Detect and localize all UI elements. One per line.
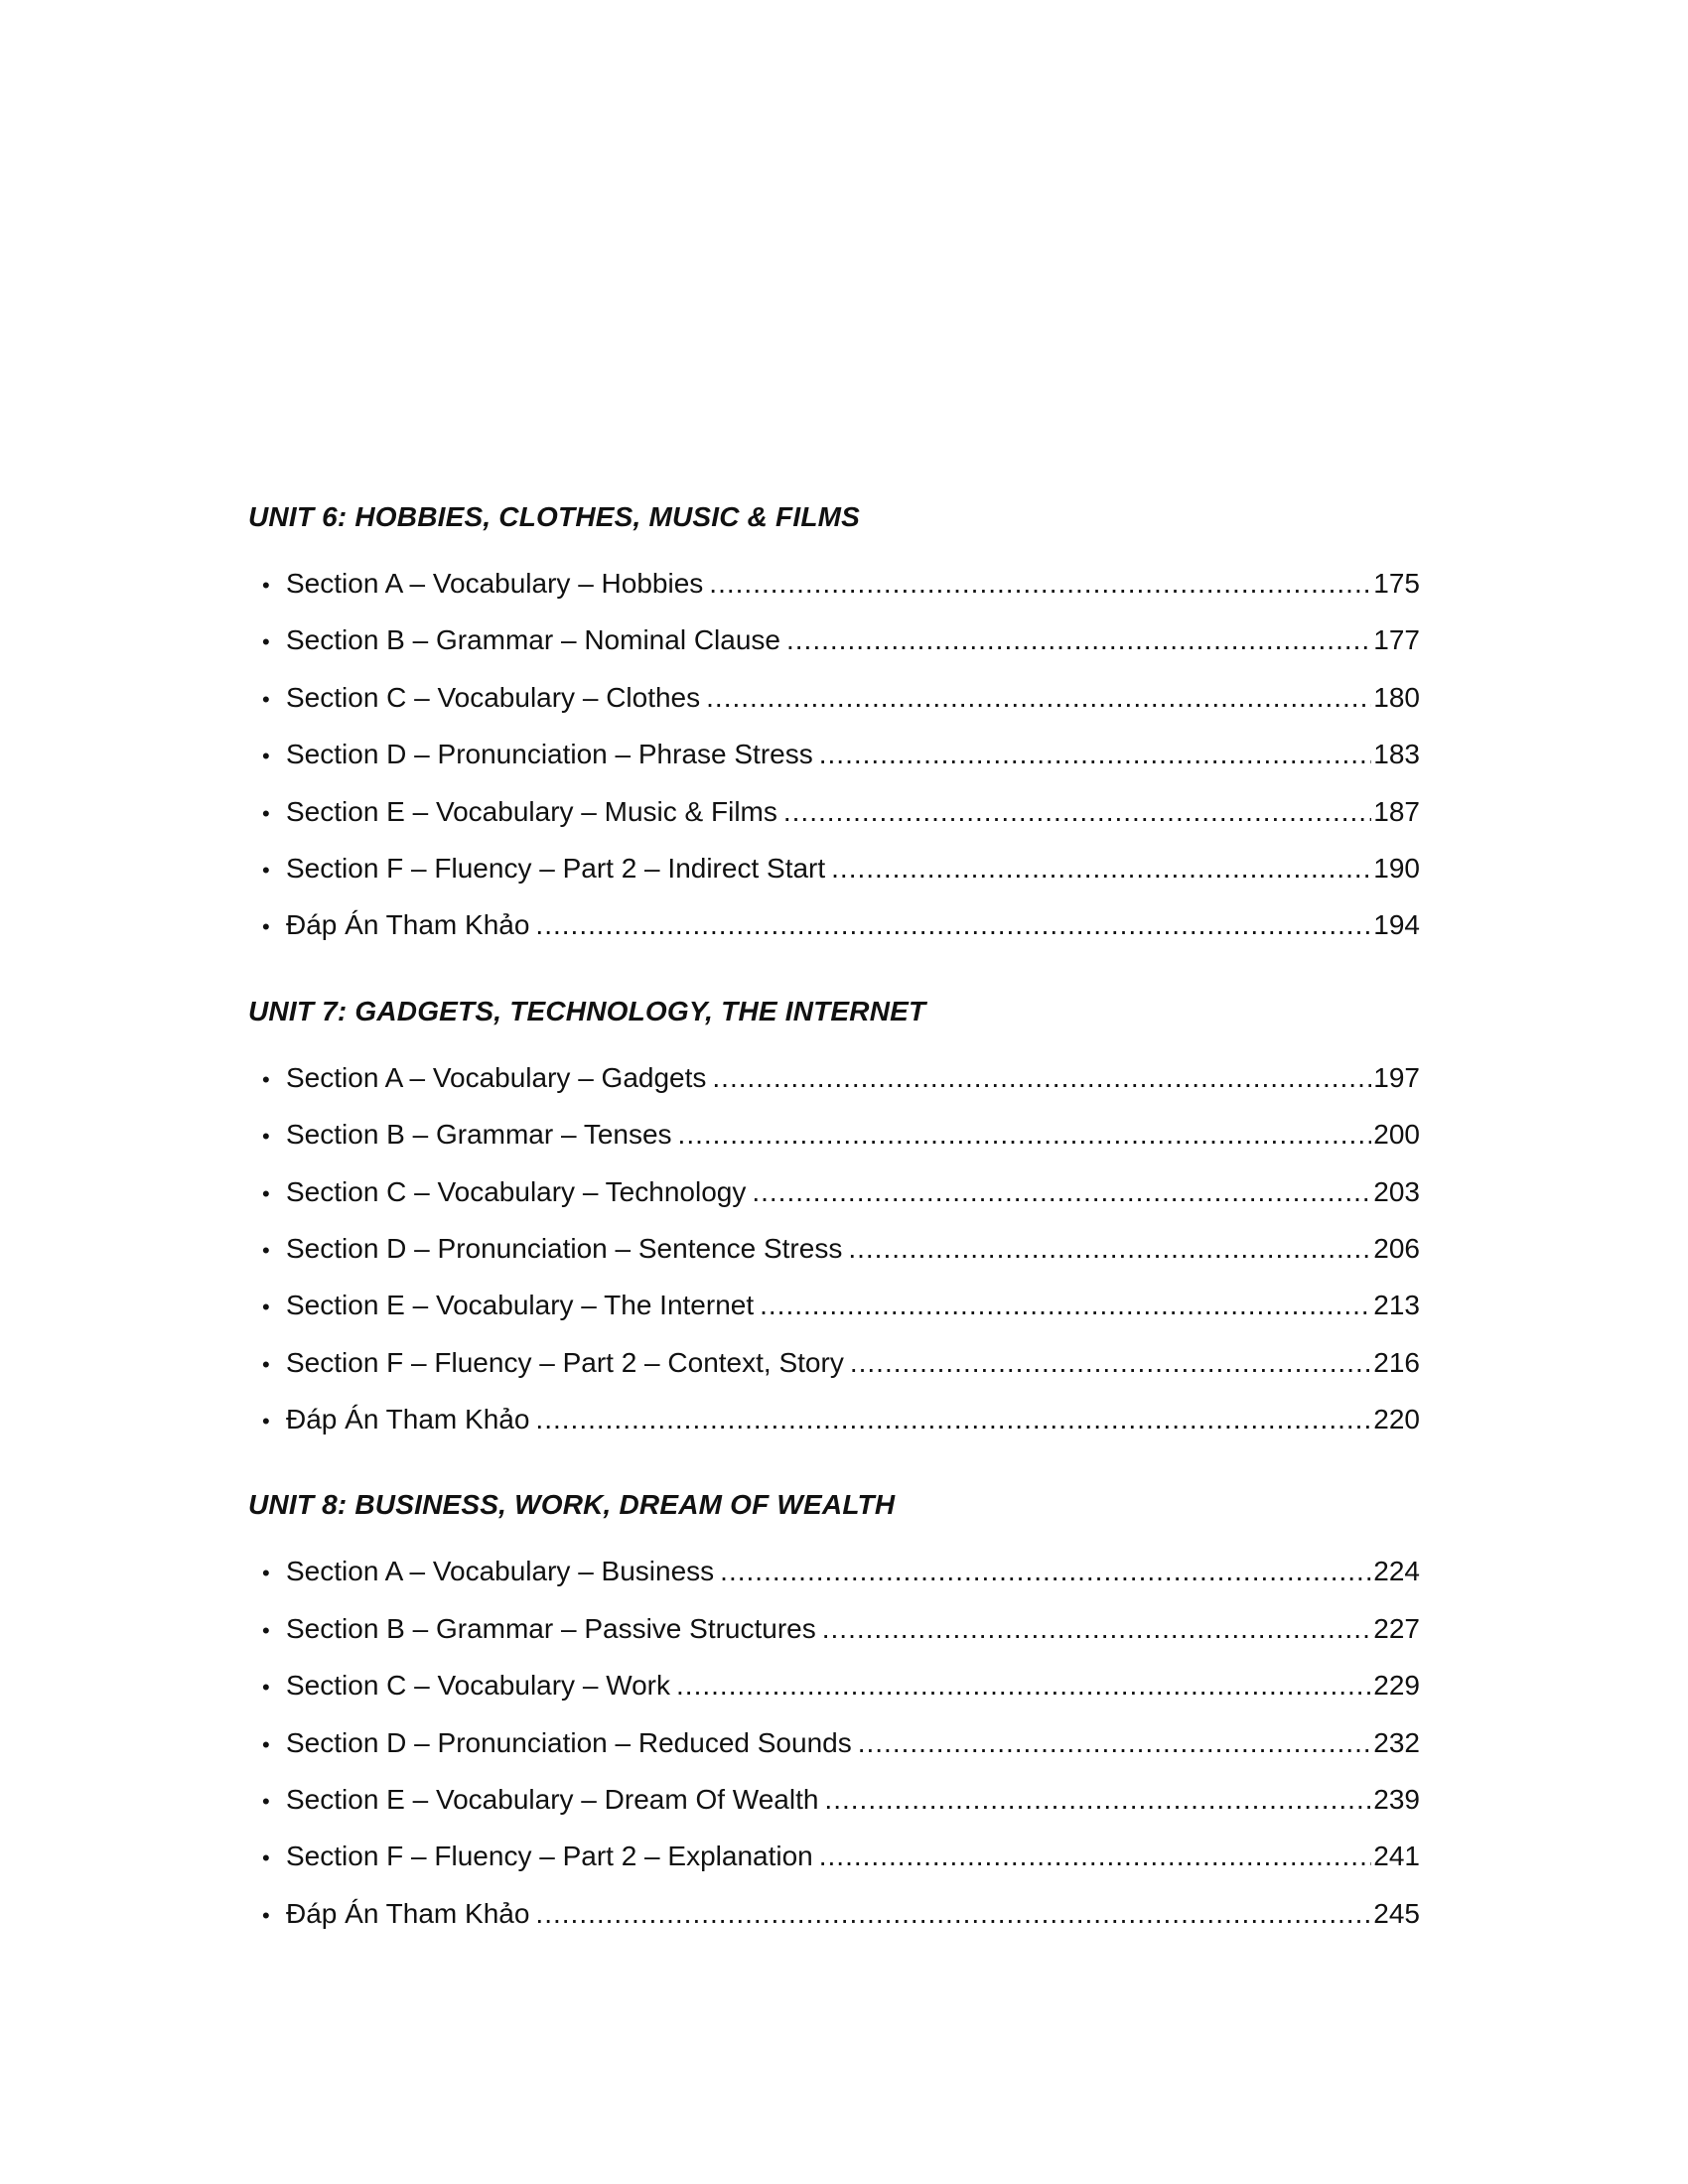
unit-title: UNIT 8: BUSINESS, WORK, DREAM OF WEALTH — [248, 1489, 896, 1521]
dot-leader — [709, 555, 1371, 612]
bullet-icon: • — [262, 1845, 270, 1871]
toc-entry[interactable] — [248, 840, 1420, 896]
bullet-icon: • — [262, 1124, 270, 1150]
dot-leader — [678, 1106, 1372, 1162]
dot-leader — [535, 1885, 1371, 1942]
dot-leader — [858, 1714, 1372, 1771]
bullet-icon: • — [262, 1561, 270, 1586]
toc-entry[interactable] — [248, 1334, 1420, 1391]
toc-entry-page-number: 239 — [1373, 1784, 1420, 1816]
bullet-icon: • — [262, 686, 270, 712]
dot-leader — [822, 1600, 1372, 1657]
toc-entry[interactable] — [248, 726, 1420, 782]
bullet-icon: • — [262, 1731, 270, 1757]
unit-title: UNIT 7: GADGETS, TECHNOLOGY, THE INTERNET — [248, 995, 926, 1026]
toc-entry-page-number: 206 — [1373, 1232, 1420, 1264]
unit-title: UNIT 6: HOBBIES, CLOTHES, MUSIC & FILMS — [248, 501, 861, 532]
toc-entry-page-number: 190 — [1373, 852, 1420, 884]
toc-entry-page-number: 175 — [1373, 568, 1420, 599]
toc-entry-page-number: 241 — [1373, 1841, 1420, 1872]
toc-entry-label: Section B – Grammar – Tenses — [286, 1119, 672, 1151]
dot-leader — [824, 1771, 1371, 1828]
toc-entry[interactable] — [248, 1600, 1420, 1657]
toc-entry-page-number: 216 — [1373, 1346, 1420, 1378]
toc-entry[interactable] — [248, 1391, 1420, 1447]
toc-entry-label: Section E – Vocabulary – The Internet — [286, 1290, 755, 1321]
bullet-icon: • — [262, 1066, 270, 1092]
toc-entry[interactable] — [248, 783, 1420, 840]
toc-entry-list — [248, 1543, 1420, 1942]
toc-entry-label: Section C – Vocabulary – Work — [286, 1670, 671, 1702]
toc-entry-label: Section D – Pronunciation – Reduced Sounds — [286, 1726, 852, 1758]
bullet-icon: • — [262, 857, 270, 883]
toc-entry-label: Section A – Vocabulary – Business — [286, 1556, 715, 1587]
toc-entry-page-number: 227 — [1373, 1612, 1420, 1644]
unit-8-section — [248, 1481, 1420, 1942]
toc-entry[interactable] — [248, 1106, 1420, 1162]
toc-entry-label: Section D – Pronunciation – Sentence Stress — [286, 1232, 843, 1264]
toc-entry-page-number: 229 — [1373, 1670, 1420, 1702]
toc-entry-label: Section F – Fluency – Part 2 – Context, Story — [286, 1346, 844, 1378]
dot-leader — [706, 669, 1371, 726]
dot-leader — [786, 612, 1371, 668]
dot-leader — [535, 1391, 1371, 1447]
bullet-icon: • — [262, 1617, 270, 1643]
bullet-icon: • — [262, 1180, 270, 1206]
toc-entry-label: Đáp Án Tham Khảo — [286, 1897, 530, 1929]
toc-entry-list — [248, 555, 1420, 954]
dot-leader — [760, 1277, 1371, 1333]
toc-entry-label: Section A – Vocabulary – Gadgets — [286, 1061, 707, 1093]
toc-entry[interactable] — [248, 669, 1420, 726]
dot-leader — [535, 896, 1371, 953]
bullet-icon: • — [262, 1351, 270, 1377]
toc-entry-page-number: 213 — [1373, 1290, 1420, 1321]
toc-entry[interactable] — [248, 1771, 1420, 1828]
bullet-icon: • — [262, 914, 270, 940]
bullet-icon: • — [262, 1902, 270, 1928]
toc-entry[interactable] — [248, 1220, 1420, 1277]
toc-entry[interactable] — [248, 555, 1420, 612]
toc-entry[interactable] — [248, 1885, 1420, 1942]
dot-leader — [783, 783, 1371, 840]
toc-entry[interactable] — [248, 612, 1420, 668]
toc-entry-label: Section B – Grammar – Nominal Clause — [286, 624, 780, 656]
unit-7-section — [248, 988, 1420, 1448]
toc-entry-page-number: 183 — [1373, 739, 1420, 770]
toc-entry-page-number: 224 — [1373, 1556, 1420, 1587]
toc-entry[interactable] — [248, 896, 1420, 953]
table-of-contents — [248, 493, 1420, 1942]
bullet-icon: • — [262, 1675, 270, 1701]
dot-leader — [752, 1163, 1371, 1220]
toc-entry-label: Section A – Vocabulary – Hobbies — [286, 568, 704, 599]
bullet-icon: • — [262, 573, 270, 598]
bullet-icon: • — [262, 1789, 270, 1815]
toc-entry-page-number: 187 — [1373, 795, 1420, 827]
toc-entry-label: Section F – Fluency – Part 2 – Explanation — [286, 1841, 813, 1872]
bullet-icon: • — [262, 744, 270, 769]
dot-leader — [819, 1828, 1372, 1884]
toc-entry[interactable] — [248, 1657, 1420, 1713]
toc-entry-page-number: 180 — [1373, 681, 1420, 713]
toc-entry-page-number: 177 — [1373, 624, 1420, 656]
toc-entry-page-number: 194 — [1373, 909, 1420, 941]
toc-entry-page-number: 245 — [1373, 1897, 1420, 1929]
bullet-icon: • — [262, 800, 270, 826]
toc-entry-label: Đáp Án Tham Khảo — [286, 1404, 530, 1435]
dot-leader — [676, 1657, 1371, 1713]
dot-leader — [712, 1049, 1371, 1106]
toc-entry-page-number: 232 — [1373, 1726, 1420, 1758]
bullet-icon: • — [262, 1295, 270, 1320]
toc-entry-label: Section C – Vocabulary – Clothes — [286, 681, 701, 713]
dot-leader — [850, 1334, 1371, 1391]
toc-entry-page-number: 203 — [1373, 1175, 1420, 1207]
bullet-icon: • — [262, 1237, 270, 1263]
toc-entry[interactable] — [248, 1828, 1420, 1884]
toc-entry-label: Section E – Vocabulary – Music & Films — [286, 795, 777, 827]
toc-entry[interactable] — [248, 1277, 1420, 1333]
dot-leader — [819, 726, 1372, 782]
toc-entry[interactable] — [248, 1543, 1420, 1599]
toc-entry-label: Section F – Fluency – Part 2 – Indirect Start — [286, 852, 826, 884]
dot-leader — [720, 1543, 1371, 1599]
toc-entry-label: Đáp Án Tham Khảo — [286, 909, 530, 941]
bullet-icon: • — [262, 1409, 270, 1434]
toc-entry-label: Section C – Vocabulary – Technology — [286, 1175, 747, 1207]
toc-entry-label: Section B – Grammar – Passive Structures — [286, 1612, 816, 1644]
bullet-icon: • — [262, 629, 270, 655]
toc-entry-page-number: 200 — [1373, 1119, 1420, 1151]
unit-6-section — [248, 493, 1420, 954]
dot-leader — [848, 1220, 1371, 1277]
toc-entry[interactable] — [248, 1163, 1420, 1220]
toc-entry-page-number: 197 — [1373, 1061, 1420, 1093]
toc-entry[interactable] — [248, 1714, 1420, 1771]
toc-entry-list — [248, 1049, 1420, 1448]
toc-entry-label: Section D – Pronunciation – Phrase Stress — [286, 739, 813, 770]
toc-entry-page-number: 220 — [1373, 1404, 1420, 1435]
toc-entry[interactable] — [248, 1049, 1420, 1106]
toc-entry-label: Section E – Vocabulary – Dream Of Wealth — [286, 1784, 819, 1816]
dot-leader — [831, 840, 1371, 896]
